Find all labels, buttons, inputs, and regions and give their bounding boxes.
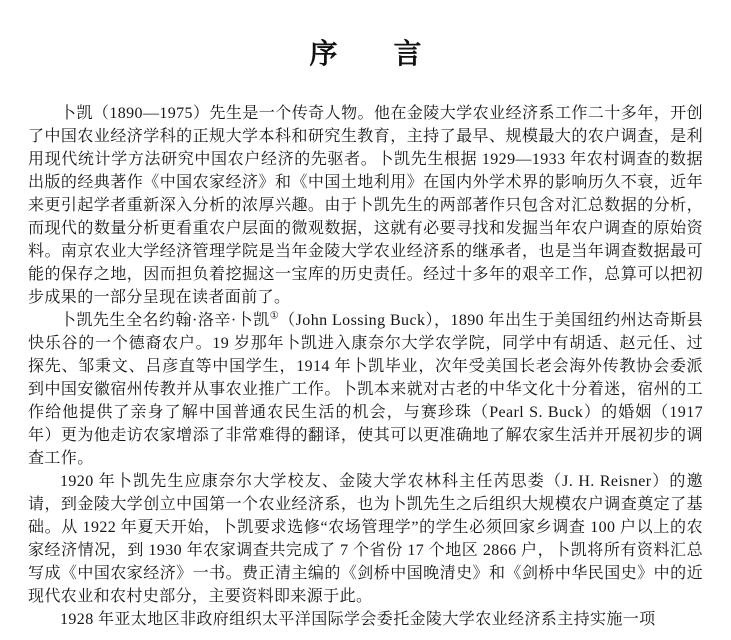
page-title: 序 言 — [309, 39, 422, 70]
document-body — [28, 102, 703, 631]
paragraph-3: 1920 年卜凯先生应康奈尔大学校友、金陵大学农林科主任芮思娄（J. H. Reisner）的邀请，到金陵大学创立中国第一个农业经济系，也为卜凯先生之后组织大规模农户调查奠定了基础。从 1922 年夏天开始，卜凯要求选修“农场管理学”的学生必须回家乡调查 100 户以上的农家经济情况，到 1930 年农家调查共完成了 7 个省份 17 个地区 2866 户，卜凯将所有资料汇总写成《中国农家经济》一书。费正清主编的《剑桥中国晚清史》和《剑桥中华民国史》中的近现代农业和农村史部分，主要资料即来源于此。 — [28, 472, 703, 605]
paragraph-1: 卜凯（1890—1975）先生是一个传奇人物。他在金陵大学农业经济系工作二十多年，开创了中国农业经济学科的正规大学本科和研究生教育，主持了最早、规模最大的农户调查，是利用现代统计学方法研究中国农户经济的先驱者。卜凯先生根据 1929—1933 年农村调查的数据出版的经典著作《中国农家经济》和《中国土地利用》在国内外学术界的影响历久不衰，近年来更引起学者重新深入分析的浓厚兴趣。由于卜凯先生的两部著作只包含对汇总数据的分析，而现代的数量分析更看重农户层面的微观数据，这就有必要寻找和发掘当年农户调查的原始资料。南京农业大学经济管理学院是当年金陵大学农业经济系的继承者，也是当年调查数据最可能的保存之地，因而担负着挖掘这一宝库的历史责任。经过十多年的艰辛工作，总算可以把初步成果的一部分呈现在读者面前了。 — [28, 104, 703, 306]
paragraph-2-text-continued: （John Lossing Buck），1890 年出生于美国纽约州达奇斯县快乐谷的一个德裔农户。19 岁那年卜凯进入康奈尔大学农学院，同学中有胡适、赵元任、过探先、邹秉文、吕彦直等中国学生，1914 年卜凯毕业，次年受美国长老会海外传教协会委派到中国安徽宿州传教并从事农业推广工作。卜凯本来就对古老的中华文化十分着迷，宿州的工作给他提供了亲身了解中国普通农民生活的机会，与赛珍珠（Pearl S. Buck）的婚姻（1917 年）更为他走访农家增添了非常难得的翻译，使其可以更准确地了解农家生活并开展初步的调查工作。 — [28, 311, 703, 467]
paragraph-4: 1928 年亚太地区非政府组织太平洋国际学会委托金陵大学农业经济系主持实施一项 — [60, 610, 656, 628]
footnote-marker: ① — [269, 310, 280, 322]
paragraph-2 — [28, 309, 703, 470]
paragraph-2-text: 卜凯先生全名约翰·洛辛·卜凯 — [60, 311, 270, 329]
